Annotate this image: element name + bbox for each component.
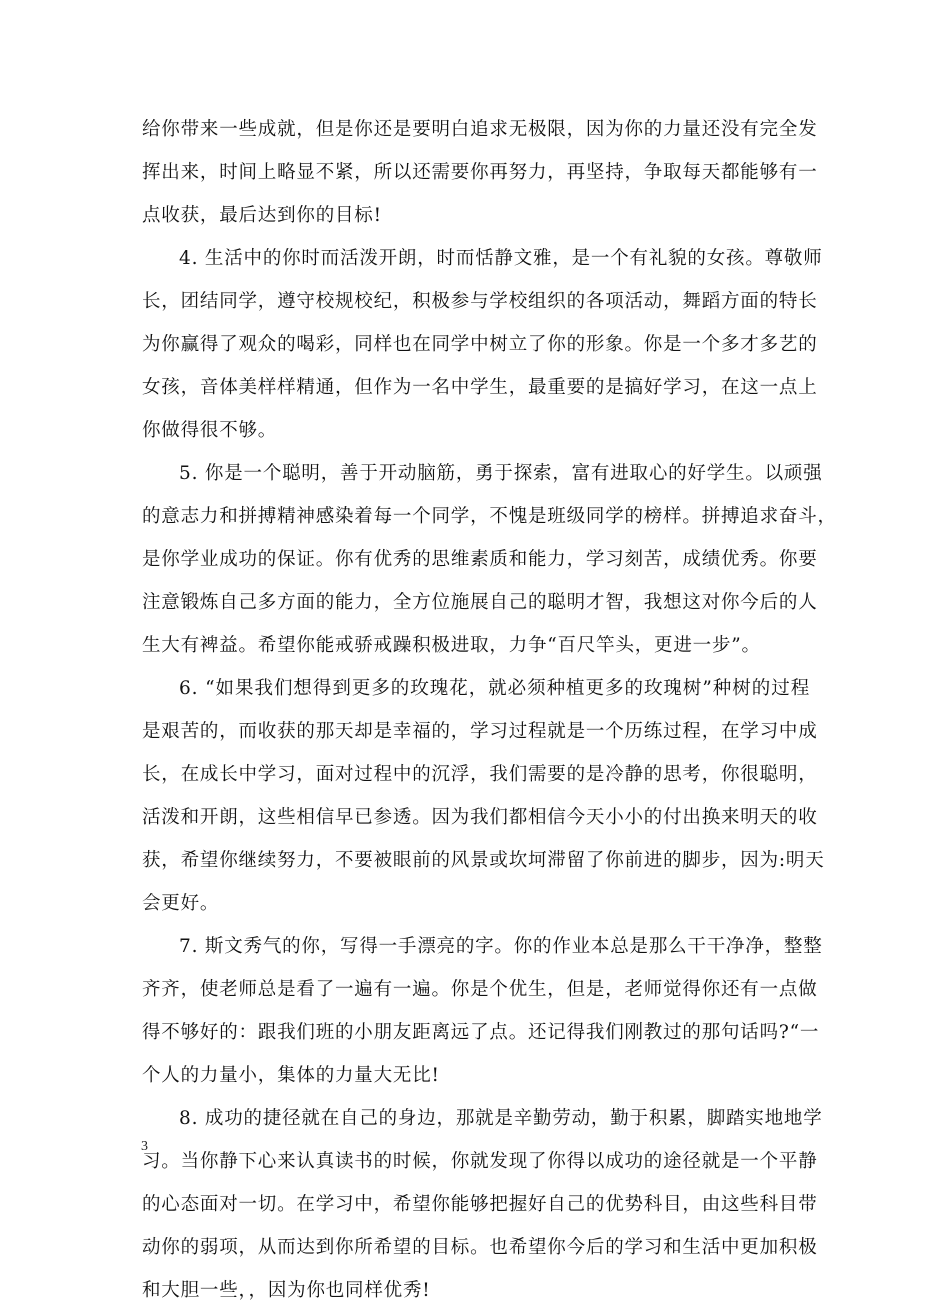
paragraph-7-start: 7. 斯文秀气的你，写得一手漂亮的字。你的作业本总是那么干干净净，整整: [179, 936, 823, 957]
text-line: 注意锻炼自己多方面的能力，全方位施展自己的聪明才智，我想这对你今后的人: [142, 592, 818, 613]
text-line: 为你赢得了观众的喝彩，同样也在同学中树立了你的形象。你是一个多才多艺的: [142, 334, 818, 355]
text-line: 生大有裨益。希望你能戒骄戒躁积极进取，力争“百尺竿头，更进一步”。: [142, 635, 761, 656]
text-line: 长，在成长中学习，面对过程中的沉浮，我们需要的是冷静的思考，你很聪明，: [142, 764, 818, 785]
text-line: 获，希望你继续努力，不要被眼前的风景或坎坷滞留了你前进的脚步，因为:明天: [142, 850, 825, 871]
document-body: [142, 108, 837, 1312]
text-line: 长，团结同学，遵守校规校纪，积极参与学校组织的各项活动，舞蹈方面的特长: [142, 291, 818, 312]
text-line: 挥出来，时间上略显不紧，所以还需要你再努力，再坚持，争取每天都能够有一: [142, 162, 818, 183]
text-line: 习。当你静下心来认真读书的时候，你就发现了你得以成功的途径就是一个平静: [142, 1151, 818, 1172]
text-line: 女孩，音体美样样精通，但作为一名中学生，最重要的是搞好学习，在这一点上: [142, 377, 818, 398]
text-line: 动你的弱项，从而达到你所希望的目标。也希望你今后的学习和生活中更加积极: [142, 1237, 818, 1258]
page-number: 3: [141, 1139, 148, 1154]
paragraph-6-start: 6. “如果我们想得到更多的玫瑰花，就必须种植更多的玫瑰树”种树的过程: [179, 678, 810, 699]
text-line: 的心态面对一切。在学习中，希望你能够把握好自己的优势科目，由这些科目带: [142, 1194, 818, 1215]
text-line: 个人的力量小，集体的力量大无比!: [142, 1065, 440, 1086]
text-line: 齐齐，使老师总是看了一遍有一遍。你是个优生，但是，老师觉得你还有一点做: [142, 979, 818, 1000]
text-line: 给你带来一些成就，但是你还是要明白追求无极限，因为你的力量还没有完全发: [142, 119, 818, 140]
text-line: 的意志力和拼搏精神感染着每一个同学，不愧是班级同学的榜样。拼搏追求奋斗，: [142, 506, 837, 527]
paragraph-5-start: 5. 你是一个聪明，善于开动脑筋，勇于探索，富有进取心的好学生。以顽强: [179, 463, 823, 484]
text-line: 活泼和开朗，这些相信早已参透。因为我们都相信今天小小的付出换来明天的收: [142, 807, 818, 828]
text-line: 是艰苦的，而收获的那天却是幸福的，学习过程就是一个历练过程，在学习中成: [142, 721, 818, 742]
paragraph-8-start: 8. 成功的捷径就在自己的身边，那就是辛勤劳动，勤于积累，脚踏实地地学: [179, 1108, 823, 1129]
text-line: 会更好。: [142, 893, 220, 914]
paragraph-4-start: 4. 生活中的你时而活泼开朗，时而恬静文雅，是一个有礼貌的女孩。尊敬师: [179, 248, 823, 269]
text-line: 得不够好的：跟我们班的小朋友距离远了点。还记得我们刚教过的那句话吗?“一: [142, 1022, 820, 1043]
text-line: 是你学业成功的保证。你有优秀的思维素质和能力，学习刻苦，成绩优秀。你要: [142, 549, 818, 570]
text-line: 和大胆一些，，因为你也同样优秀!: [142, 1280, 431, 1301]
text-line: 点收获，最后达到你的目标!: [142, 205, 382, 226]
text-line: 你做得很不够。: [142, 420, 278, 441]
